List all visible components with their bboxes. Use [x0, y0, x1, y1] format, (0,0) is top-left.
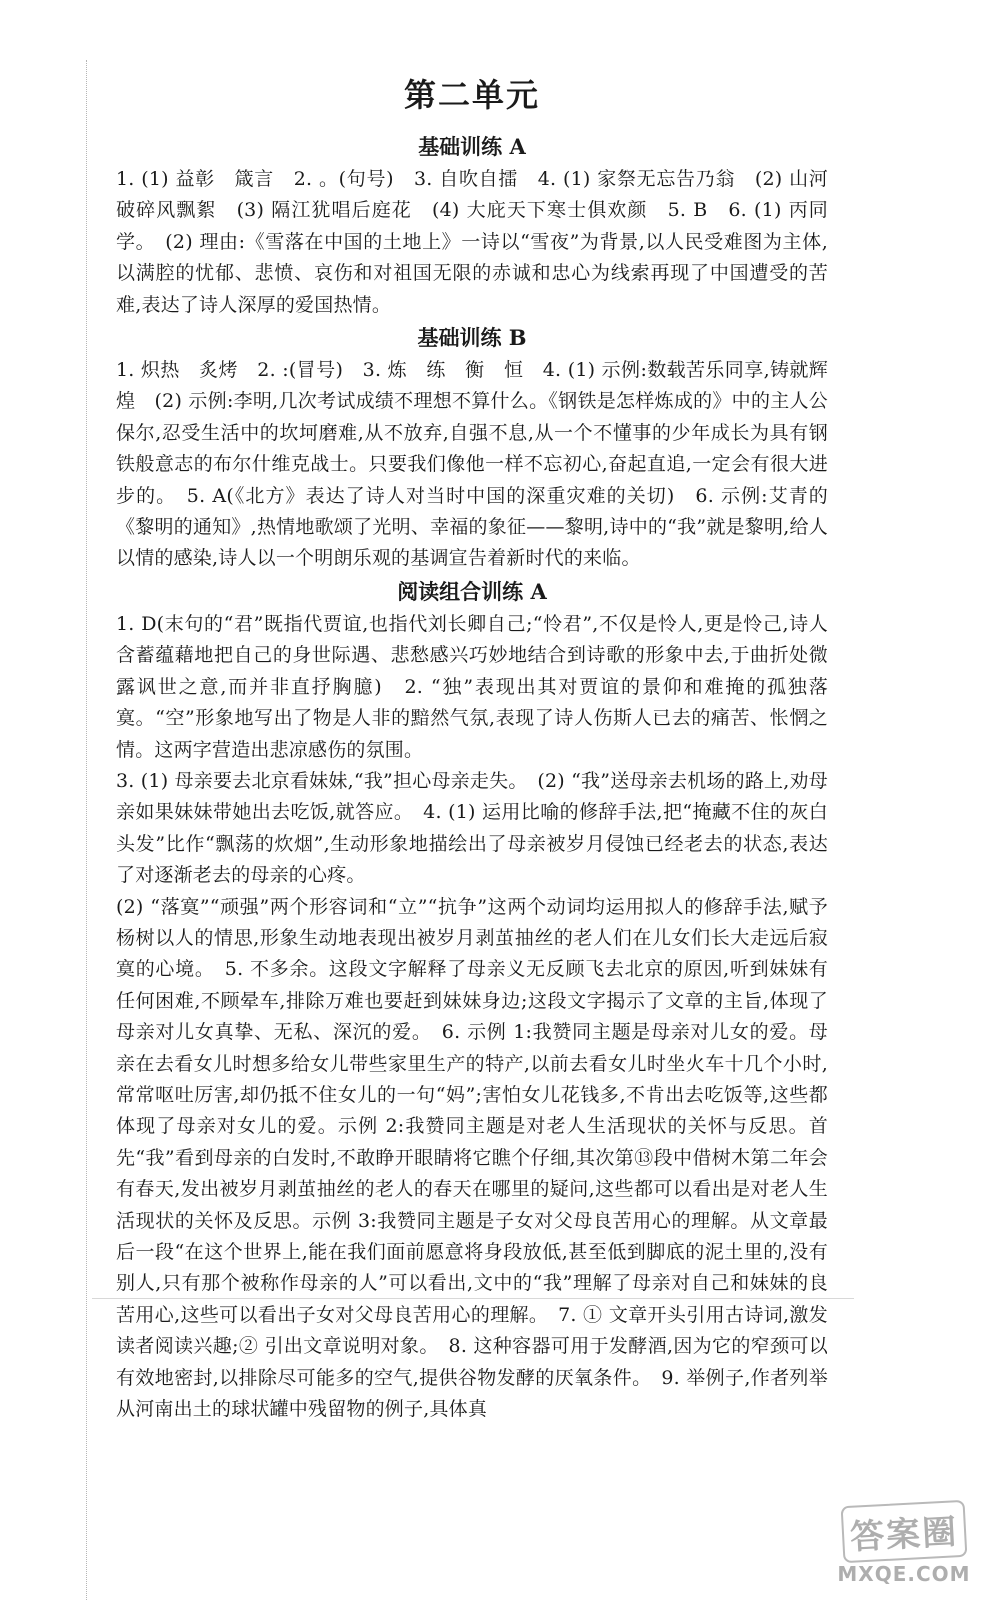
page-title: 第二单元: [403, 76, 540, 114]
answer-paragraph: 1. 炽热 炙烤 2. :(冒号) 3. 炼 练 衡 恒 4. (1) 示例:数载苦乐同享,铸就辉煌 (2) 示例:李明,几次考试成绩不理想不算什么。《钢铁是怎样炼成的》中的主人公保尔,忍受生活中的坎坷磨难,从不放弃,自强不息,从一个不懂事的少年成长为具有钢铁般意志的布尔什维克战士。只要我们像他一样不忘初心,奋起直追,一定会有很大进步的。 5. A(《北方》表达了诗人对当时中国的深重灾难的关切) 6. 示例:艾青的《黎明的通知》,热情地歌颂了光明、幸福的象征——黎明,诗中的“我”就是黎明,给人以情的感染,诗人以一个明朗乐观的基调宣告着新时代的来临。: [116, 359, 828, 570]
watermark-logo: 答案圈: [841, 1500, 968, 1563]
answer-paragraph: 3. (1) 母亲要去北京看妹妹,“我”担心母亲走失。 (2) “我”送母亲去机场的路上,劝母亲如果妹妹带她出去吃饭,就答应。 4. (1) 运用比喻的修辞手法,把“掩藏不住的灰白头发”比作“飘荡的炊烟”,生动形象地描绘出了母亲被岁月侵蚀已经老去的状态,表达了对逐渐老去的母亲的心疼。: [116, 769, 828, 887]
answer-paragraph: (2) “落寞”“顽强”两个形容词和“立”“抗争”这两个动词均运用拟人的修辞手法,赋予杨树以人的情思,形象生动地表现出被岁月剥茧抽丝的老人们在儿女们长大走远后寂寞的心境。 5. 不多余。这段文字解释了母亲义无反顾飞去北京的原因,听到妹妹有任何困难,不顾晕车,排除万难也要赶到妹妹身边;这段文字揭示了文章的主旨,体现了母亲对儿女真挚、无私、深沉的爱。 6. 示例 1:我赞同主题是母亲对儿女的爱。母亲在去看女儿时想多给女儿带些家里生产的特产,以前去看女儿时坐火车十几个小时,常常呕吐厉害,却仍抵不住女儿的一句“妈”;害怕女儿花钱多,不肯出去吃饭等,这些都体现了母亲对女儿的爱。示例 2:我赞同主题是对老人生活现状的关怀与反思。首先“我”看到母亲的白发时,不敢睁开眼睛将它瞧个仔细,其次第⑬段中借树木第二年会有春天,发出被岁月剥茧抽丝的老人的春天在哪里的疑问,这些都可以看出是对老人生活现状的关怀及反思。示例 3:我赞同主题是子女对父母良苦用心的理解。从文章最后一段“在这个世界上,能在我们面前愿意将身段放低,甚至低到脚底的泥土里的,没有别人,只有那个被称作母亲的人”可以看出,文中的“我”理解了母亲对自己和妹妹的良苦用心,这些可以看出子女对父母良苦用心的理解。 7. ① 文章开头引用古诗词,激发读者阅读兴趣;② 引出文章说明对象。 8. 这种容器可用于发酵酒,因为它的窄颈可以有效地密封,以排除尽可能多的空气,提供谷物发酵的厌氧条件。 9. 举例子,作者列举从河南出土的球状罐中残留物的例子,具体真: [116, 895, 828, 1421]
answer-paragraph: 1. (1) 益彰 箴言 2. 。(句号) 3. 自吹自擂 4. (1) 家祭无忘告乃翁 (2) 山河破碎风飘絮 (3) 隔江犹唱后庭花 (4) 大庇天下寒士俱欢颜 5. B 6. (1) 丙同学。 (2) 理由:《雪落在中国的土地上》一诗以“雪夜”为背景,以人民受难图为主体,以满腔的忧郁、悲愤、哀伤和对祖国无限的赤诚和忠心为线索再现了中国遭受的苦难,表达了诗人深厚的爱国热情。: [116, 168, 828, 316]
section-basic-a: [116, 130, 828, 321]
watermark-url: MXQE.COM: [837, 1562, 971, 1586]
section-basic-b: [116, 321, 828, 575]
section-title: 阅读组合训练 A: [397, 578, 547, 604]
section-title: 基础训练 B: [417, 325, 527, 351]
binding-margin-line: [86, 60, 87, 1600]
watermark: [829, 1503, 979, 1586]
section-reading-a: [116, 575, 828, 1426]
section-title: 基础训练 A: [418, 134, 526, 159]
answer-paragraph: 1. D(末句的“君”既指代贾谊,也指代刘长卿自己;“怜君”,不仅是怜人,更是怜己,诗人含蓄蕴藉地把自己的身世际遇、悲愁感兴巧妙地结合到诗歌的形象中去,于曲折处微露讽世之意,而并非直抒胸臆) 2. “独”表现出其对贾谊的景仰和难掩的孤独落寞。“空”形象地写出了物是人非的黯然气氛,表现了诗人伤斯人已去的痛苦、怅惘之情。这两字营造出悲凉感伤的氛围。: [116, 612, 828, 761]
content-area: [116, 70, 828, 1425]
